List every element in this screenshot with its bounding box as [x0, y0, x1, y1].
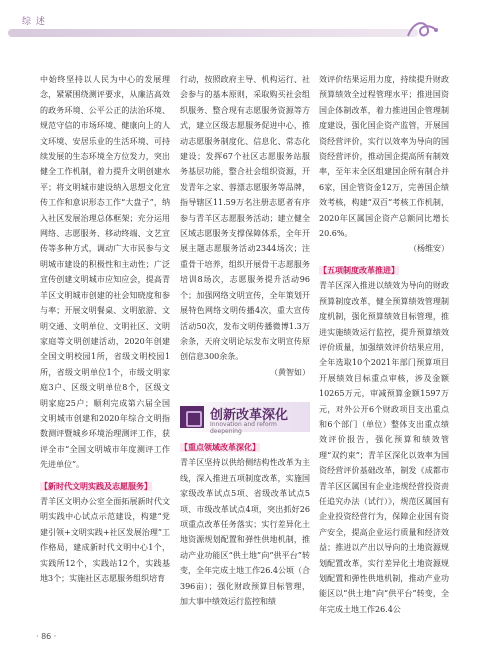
column-right: [319, 72, 449, 617]
section-new-era-civilization: [40, 479, 170, 587]
body-paragraph: 青羊区坚持以供给侧结构性改革为主线，深入推进五项制度改革，实施国家级改革试点5项、省级改革试点5项、市级改革试点4项，突出抓好26项重点改革任务落实；实行差异化土地资源规划配置和弹性供地机制，推动产业功能区“供土地”向“供平台”转变，全年完成土地工作26.4公顷（合396亩）；强化财政预算目标管理，加大事中绩效运行监控和绩: [180, 458, 310, 607]
swirl-ornament-icon: [404, 16, 440, 44]
column-middle-lower: [180, 440, 310, 609]
body-paragraph: 行动，按照政府主导、机构运行、社会参与的基本原则，采取购买社会组织服务、整合现有志愿服务资源等方式，建立区级志愿服务促进中心，推动志愿服务制度化、信息化、常态化建设；发挥67个社区志愿服务站服务基层功能，整合社会组织资源，开发青年之家、蓉漂志愿服务等品牌，指导辖区11.59万名注册志愿者有序参与青羊区志愿服务活动；建立健全区域志愿服务支撑保障体系，全年开展主题志愿服务活动2344场次；注重骨干培养，组织开展骨干志愿服务培训8场次，志愿服务提升活动96个；加强网络文明宣传，全年策划开展特色网络文明传播4次，重大宣传活动50次，发布文明传播微博1.3万余条，天府文明论坛发布文明宣传原创信息300余条。: [180, 75, 310, 362]
body-paragraph: 效评价结果运用力度，持续提升财政预算绩效全过程管理水平；推进国资国企体制改革，着力推进国企管理制度建设，强化国企资产监管，开展国资经营评价，实行以效率为导向的国资经营评价，推动国企提高所有制效率，至年末全区组建国企所有制合并6家，国企管资金12万，完善国企绩效考核，构建“双百”考核工作机制，2020年区属国企资产总额同比增长20.6%。: [319, 75, 449, 239]
body-paragraph: 青羊区文明办公室全面拓展新时代文明实践中心试点示范建设，构建“党建引领+文明实践+社区发展治理”工作格局，建成新时代文明中心1个，实践所12个，实践站12个，实践基地3个；实施社区志愿服务组织培育: [40, 496, 170, 583]
header-bar: [8, 29, 418, 37]
section-heading: 【重点领域改革深化】: [180, 443, 260, 452]
banner-title: 创新改革深化: [210, 408, 289, 423]
chapter-banner: [180, 402, 310, 435]
author-signature: （杨维安）: [409, 244, 449, 254]
body-paragraph: 中始终坚持以人民为中心的发展理念，紧紧围绕测评要求，从廉洁高效的政务环境、公平公正的法治环境、规范守信的市场环境、健康向上的人文环境、安居乐业的生活环境、可持续发展的生态环境全方位发力，突出健全工作机制，着力提升文明创建水平；将文明城市建设纳入思想文化宣传工作和意识形态工作“大盘子”，纳入社区发展治理总体框架；充分运用网络、志愿服务、移动终端、文艺宣传等多种方式，调动广大市民参与文明城市建设的积极性和主动性；广泛宣传创建文明城市应知应会，提高青羊区文明城市创建的社会知晓度和参与率；开展文明餐桌、文明旅游、文明交通、文明单位、文明社区、文明家庭等文明创建活动，2020年创建全国文明校园1所，省级文明校园1所，省级文明单位1个，市级文明家庭3户、区级文明单位8个，区级文明家庭25户；顺利完成第六届全国文明城市创建和2020年综合文明指数测评暨城乡环境治理测评工作，获评全市“全国文明城市年度测评工作先进单位”。: [40, 75, 170, 470]
banner-subtitle: Innovation and reform deepening: [210, 421, 277, 435]
body-paragraph: 青羊区深入推进以绩效为导向的财政预算制度改革，健全预算绩效管理制度机制，强化预算绩效目标管理，推进实施绩效运行监控，提升预算绩效评价质量，加强绩效评价结果应用，全年选取10个2021年部门预算项目开展绩效目标重点审核，涉及金额10265万元，审减预算金额1597万元，对外公开6个财政项目支出重点和6个部门（单位）整体支出重点绩效评价报告，强化预算和绩效管理“双约束”；青羊区深化以效率为国资经营评价基础改革，制发《成都市青羊区区属国有企业违规经营投资责任追究办法（试行）》，规范区属国有企业投资经营行为，保障企业国有资产安全，提高企业运行质量和经济效益；推进以产出以导向的土地资源规划配置改革，实行差异化土地资源规划配置和弹性供地机制，推动产业功能区以“供土地”向“供平台”转变，全年完成土地工作26.4公: [319, 281, 449, 614]
section-heading: 【新时代文明实践及志愿服务】: [40, 481, 152, 491]
column-left: [40, 72, 170, 586]
author-signature: （黄智如）: [270, 367, 310, 377]
section-label: 综 述: [22, 17, 46, 27]
banner-icon: [180, 406, 204, 428]
page-number: · 86 ·: [36, 632, 57, 641]
page-header: [0, 0, 480, 46]
section-heading: 【五项制度改革推进】: [319, 265, 399, 275]
column-middle: [180, 72, 310, 380]
section-five-reforms: [319, 263, 449, 617]
